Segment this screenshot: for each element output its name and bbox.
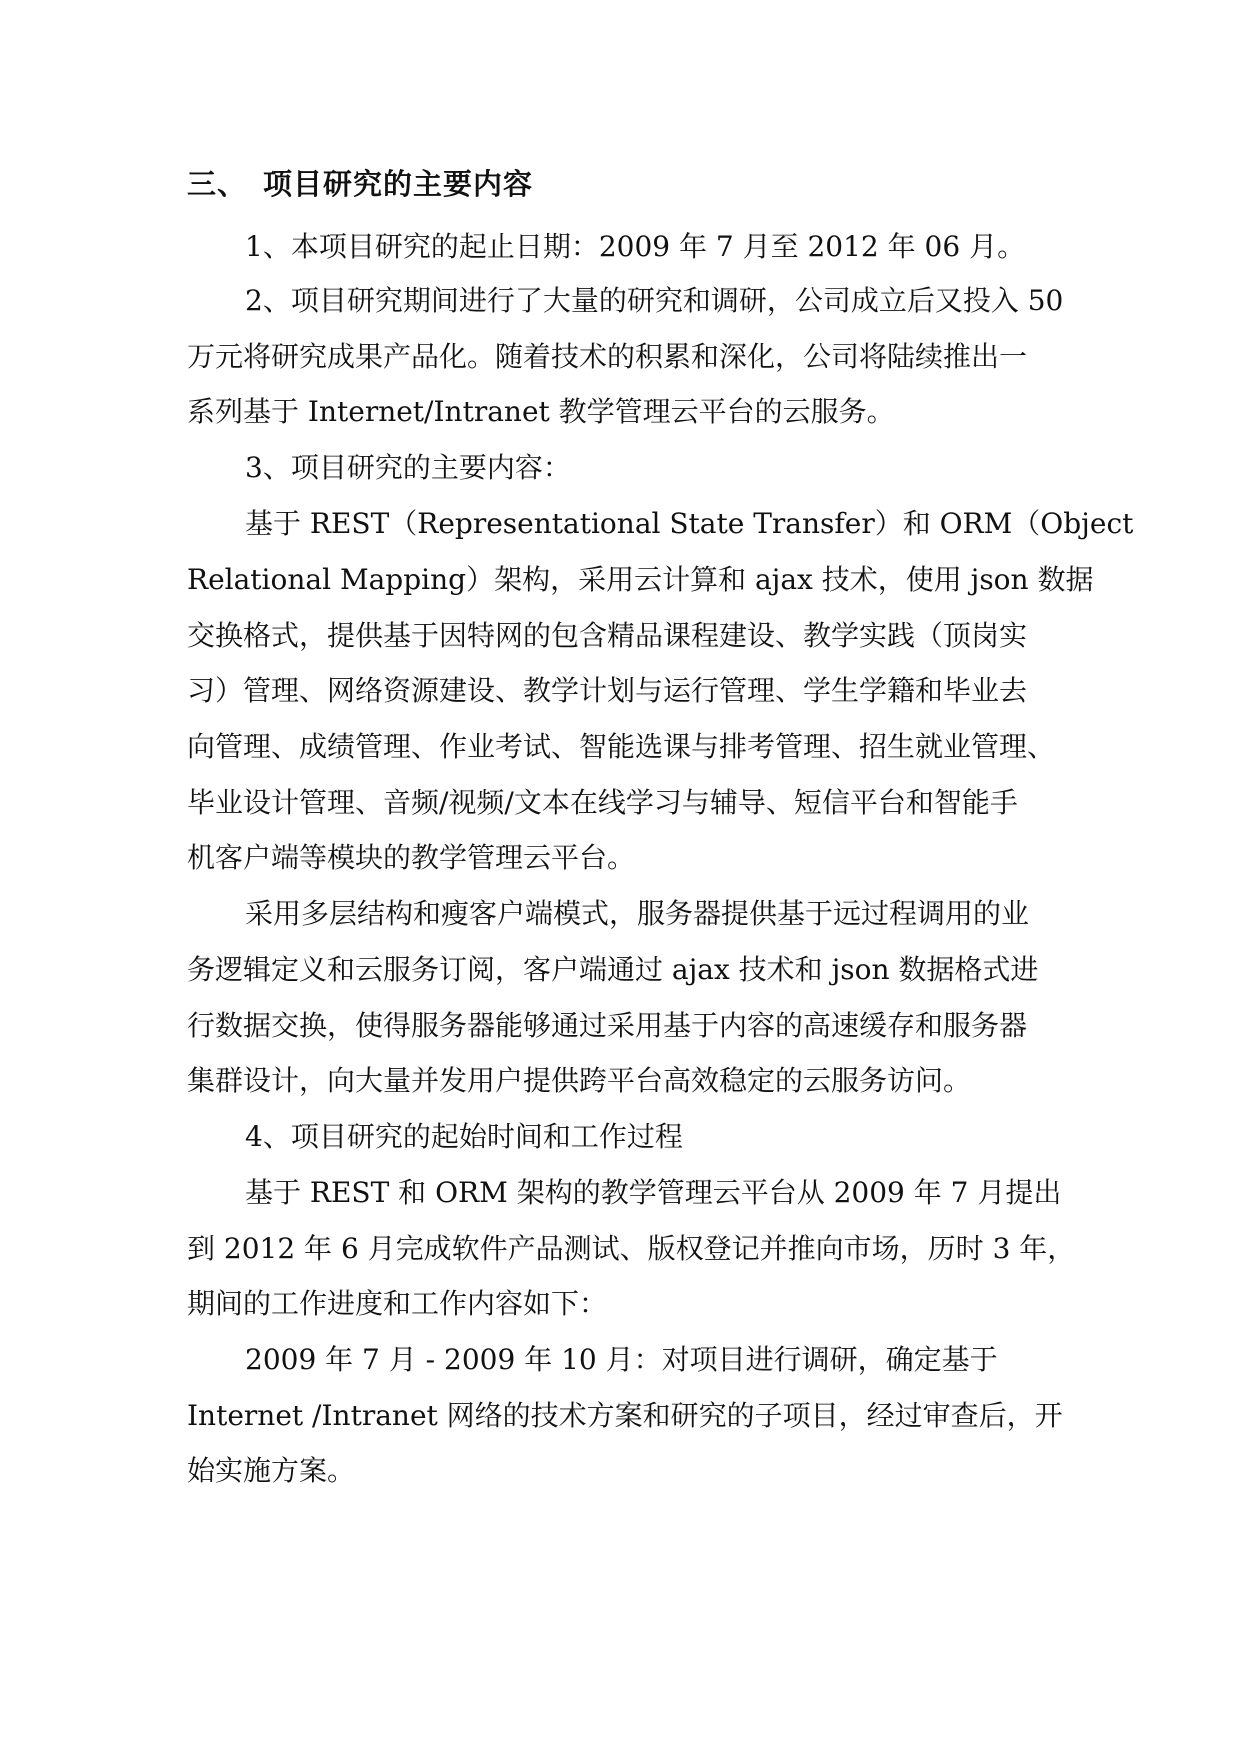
paragraph-line: 基于 REST 和 ORM 架构的教学管理云平台从 2009 年 7 月提出 <box>245 1176 1062 1209</box>
paragraph-line: 4、项目研究的起始时间和工作过程 <box>245 1120 683 1153</box>
paragraph-line: 2009 年 7 月 - 2009 年 10 月：对项目进行调研，确定基于 <box>245 1343 998 1376</box>
paragraph-line: 交换格式，提供基于因特网的包含精品课程建设、教学实践（顶岗实 <box>187 619 1028 652</box>
paragraph-line: 始实施方案。 <box>187 1454 356 1487</box>
paragraph-line: 期间的工作进度和工作内容如下： <box>187 1287 608 1320</box>
paragraph-line: 务逻辑定义和云服务订阅，客户端通过 ajax 技术和 json 数据格式进 <box>187 953 1039 986</box>
paragraph-line: 向管理、成绩管理、作业考试、智能选课与排考管理、招生就业管理、 <box>187 730 1056 763</box>
paragraph-line: 2、项目研究期间进行了大量的研究和调研，公司成立后又投入 50 <box>245 284 1064 317</box>
paragraph-line: 系列基于 Internet/Intranet 教学管理云平台的云服务。 <box>187 395 895 428</box>
section-heading <box>187 162 533 203</box>
paragraph-line: Relational Mapping）架构，采用云计算和 ajax 技术，使用 json 数据 <box>187 563 1094 596</box>
paragraph-line: 1、本项目研究的起止日期：2009 年 7 月至 2012 年 06 月。 <box>245 230 1026 263</box>
paragraph-line: 到 2012 年 6 月完成软件产品测试、版权登记并推向市场，历时 3 年， <box>187 1232 1076 1265</box>
section-title-text: 项目研究的主要内容 <box>263 167 534 201</box>
paragraph-line: 3、项目研究的主要内容： <box>245 451 571 484</box>
paragraph-line: 机客户端等模块的教学管理云平台。 <box>187 841 636 874</box>
paragraph-line: 习）管理、网络资源建设、教学计划与运行管理、学生学籍和毕业去 <box>187 674 1028 707</box>
paragraph-line: 采用多层结构和瘦客户端模式，服务器提供基于远过程调用的业 <box>245 897 1030 930</box>
paragraph-line: 集群设计，向大量并发用户提供跨平台高效稳定的云服务访问。 <box>187 1064 972 1097</box>
paragraph-line: 毕业设计管理、音频/视频/文本在线学习与辅导、短信平台和智能手 <box>187 786 1018 819</box>
section-number: 三、 <box>187 167 248 201</box>
paragraph-line: Internet /Intranet 网络的技术方案和研究的子项目，经过审查后，开 <box>187 1399 1063 1432</box>
paragraph-line: 基于 REST（Representational State Transfer）和 ORM（Object <box>245 507 1134 540</box>
paragraph-line: 万元将研究成果产品化。随着技术的积累和深化，公司将陆续推出一 <box>187 340 1028 373</box>
paragraph-line: 行数据交换，使得服务器能够通过采用基于内容的高速缓存和服务器 <box>187 1009 1028 1042</box>
